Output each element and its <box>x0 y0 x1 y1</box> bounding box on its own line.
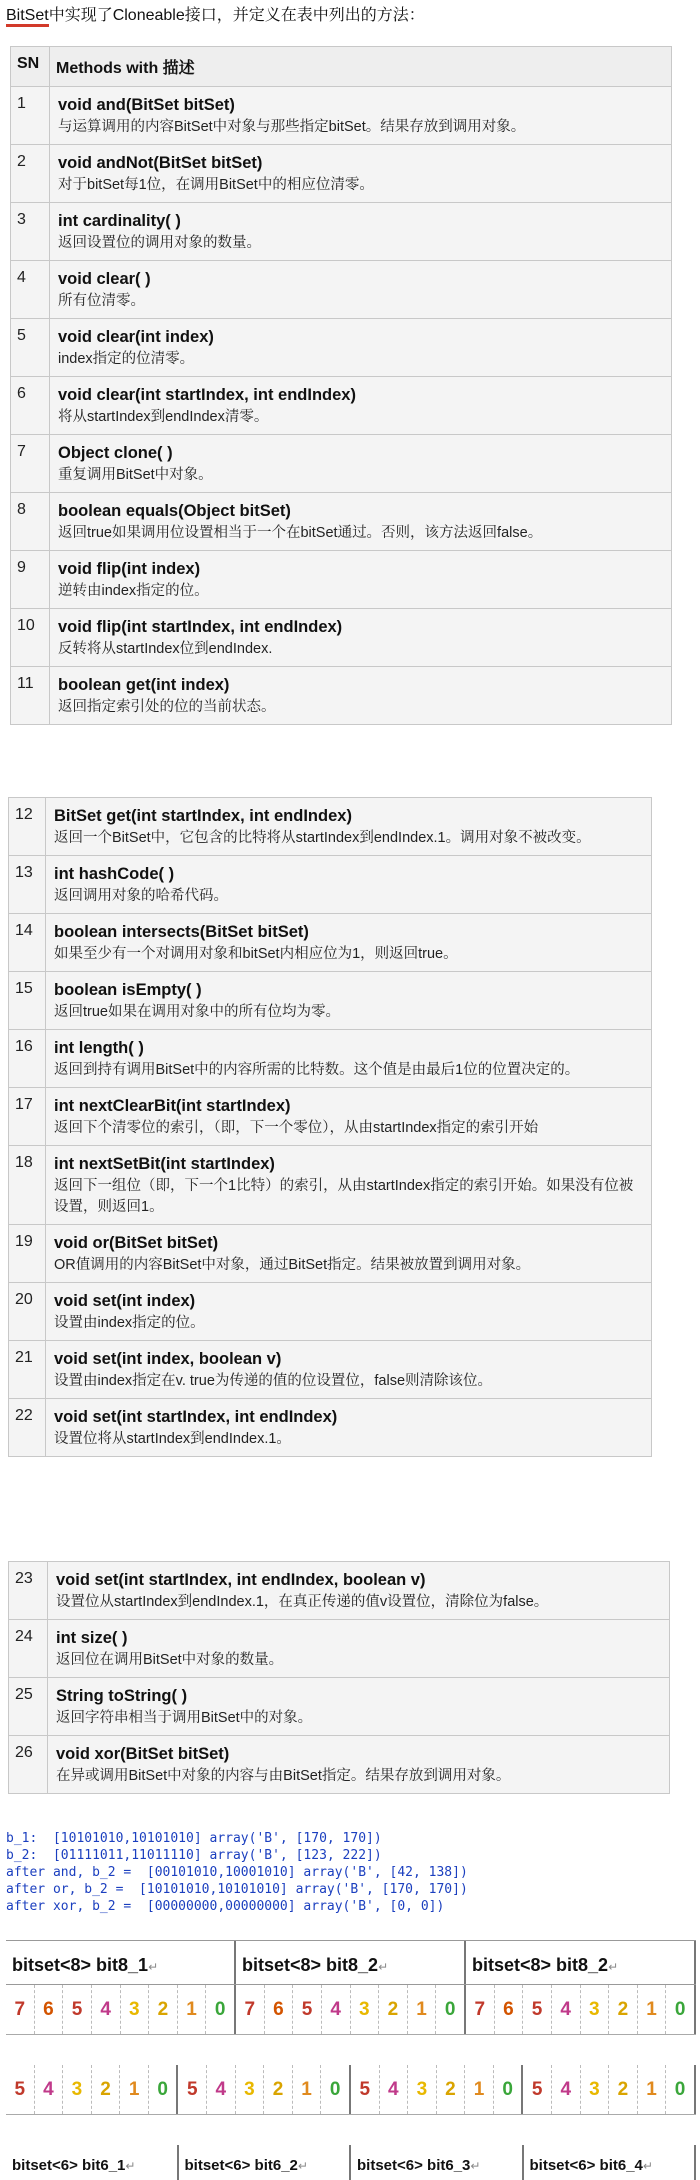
bit-diagram-header-row <box>6 1941 696 1985</box>
row-number: 3 <box>11 203 50 261</box>
method-description: 返回下一组位（即，下一个1比特）的索引，从由startIndex指定的索引开始。如果没有位被设置，则返回1。 <box>54 1178 634 1215</box>
table-row <box>11 435 672 493</box>
row-number: 12 <box>9 798 46 856</box>
method-signature: void clear(int startIndex, int endIndex) <box>58 386 356 404</box>
bit-index: 2 <box>92 2065 121 2114</box>
bit-index: 2 <box>264 2065 293 2114</box>
method-description: 返回到持有调用BitSet中的内容所需的比特数。这个值是由最后1位的位置决定的。 <box>54 1062 580 1078</box>
code-output <box>6 1830 696 1915</box>
row-number: 17 <box>9 1088 46 1146</box>
intro-text: 中实现了Cloneable接口，并定义在表中列出的方法： <box>48 7 425 24</box>
bit-index: 5 <box>523 1985 552 2034</box>
method-signature: BitSet get(int startIndex, int endIndex) <box>54 807 352 825</box>
bit-index: 2 <box>149 1985 178 2034</box>
method-cell <box>50 319 672 377</box>
code-line: after and, b_2 = [00101010,10001010] array('B', [42, 138]) <box>6 1865 468 1880</box>
method-description: 返回调用对象的哈希代码。 <box>54 888 228 904</box>
code-line: after or, b_2 = [10101010,10101010] array('B', [170, 170]) <box>6 1882 468 1897</box>
bit-index: 6 <box>265 1985 294 2034</box>
table-row <box>11 551 672 609</box>
row-number: 13 <box>9 856 46 914</box>
bitset8-header <box>6 1941 236 1984</box>
methods-table-part-1 <box>10 46 672 725</box>
method-signature: Object clone( ) <box>58 444 173 462</box>
bit-index: 3 <box>121 1985 150 2034</box>
method-cell <box>46 1088 652 1146</box>
table-row <box>9 1678 670 1736</box>
method-signature: void flip(int index) <box>58 560 201 578</box>
bitset6-footer-label: bitset<6> bit6_3 <box>357 2157 471 2174</box>
method-description: 在异或调用BitSet中对象的内容与由BitSet指定。结果存放到调用对象。 <box>56 1768 511 1784</box>
method-cell <box>50 203 672 261</box>
method-description: 设置由index指定在v. true为传递的值的位设置位，false则清除该位。 <box>54 1373 493 1389</box>
bitset6-footer <box>179 2145 352 2180</box>
table-row <box>9 1399 652 1457</box>
bit-index: 3 <box>408 2065 437 2114</box>
method-description: 与运算调用的内容BitSet中对象与那些指定bitSet。结果存放到调用对象。 <box>58 119 526 135</box>
bitset6-footer-label: bitset<6> bit6_1 <box>12 2157 126 2174</box>
method-signature: void set(int startIndex, int endIndex, boolean v) <box>56 1571 426 1589</box>
row-number: 14 <box>9 914 46 972</box>
bit-diagram-footer-row <box>6 2145 696 2180</box>
bit-index: 2 <box>437 2065 466 2114</box>
method-cell <box>50 551 672 609</box>
method-cell <box>50 145 672 203</box>
row-number: 6 <box>11 377 50 435</box>
method-description: 设置由index指定的位。 <box>54 1315 205 1331</box>
table-row <box>9 856 652 914</box>
row-number: 9 <box>11 551 50 609</box>
row-number: 25 <box>9 1678 48 1736</box>
method-signature: int cardinality( ) <box>58 212 181 230</box>
method-signature: void set(int startIndex, int endIndex) <box>54 1408 338 1426</box>
method-signature: void set(int index) <box>54 1292 196 1310</box>
sn-header: SN <box>11 47 50 87</box>
bit-index: 0 <box>494 2065 524 2114</box>
bit-index: 5 <box>523 2065 552 2114</box>
bit-index: 6 <box>495 1985 524 2034</box>
method-signature: void xor(BitSet bitSet) <box>56 1745 230 1763</box>
method-description: 设置位将从startIndex到endIndex.1。 <box>54 1431 291 1447</box>
table-row <box>9 1736 670 1794</box>
method-cell <box>50 435 672 493</box>
method-signature: boolean equals(Object bitSet) <box>58 502 291 520</box>
method-cell <box>50 493 672 551</box>
method-cell <box>46 1399 652 1457</box>
return-arrow-icon: ↵ <box>642 2159 653 2173</box>
bit-index: 2 <box>379 1985 408 2034</box>
row-number: 16 <box>9 1030 46 1088</box>
method-cell <box>46 972 652 1030</box>
method-cell <box>50 377 672 435</box>
method-cell <box>46 798 652 856</box>
method-signature: boolean get(int index) <box>58 676 230 694</box>
method-cell <box>50 87 672 145</box>
row-number: 4 <box>11 261 50 319</box>
table-row <box>9 1620 670 1678</box>
bit-index: 0 <box>206 1985 236 2034</box>
method-description: 反转将从startIndex位到endIndex. <box>58 641 273 657</box>
row-number: 19 <box>9 1225 46 1283</box>
method-signature: int length( ) <box>54 1039 144 1057</box>
row-number: 2 <box>11 145 50 203</box>
methods-table-part-3 <box>8 1561 670 1794</box>
bit-index: 0 <box>666 1985 696 2034</box>
table-row <box>9 914 652 972</box>
method-cell <box>50 667 672 725</box>
method-description: 返回指定索引处的位的当前状态。 <box>58 699 276 715</box>
bit-index: 1 <box>465 2065 494 2114</box>
bit-index: 1 <box>638 1985 667 2034</box>
method-description: 逆转由index指定的位。 <box>58 583 209 599</box>
method-cell <box>48 1736 670 1794</box>
method-cell <box>50 261 672 319</box>
bit-row-8bit <box>6 1985 696 2035</box>
bit-index: 2 <box>609 2065 638 2114</box>
bitset8-header-label: bitset<8> bit8_1 <box>12 1955 149 1975</box>
row-number: 21 <box>9 1341 46 1399</box>
row-number: 24 <box>9 1620 48 1678</box>
bit-index: 4 <box>322 1985 351 2034</box>
method-description: 返回一个BitSet中，它包含的比特将从startIndex到endIndex.1。调用对象不被改变。 <box>54 830 591 846</box>
bit-index: 1 <box>408 1985 437 2034</box>
bit-index: 7 <box>6 1985 35 2034</box>
return-arrow-icon: ↵ <box>470 2159 481 2173</box>
bit-row-6bit <box>6 2065 696 2115</box>
bitset6-footer-label: bitset<6> bit6_4 <box>529 2157 643 2174</box>
bit-index: 4 <box>92 1985 121 2034</box>
bit-index: 4 <box>552 2065 581 2114</box>
bitset6-footer-label: bitset<6> bit6_2 <box>184 2157 298 2174</box>
return-arrow-icon: ↵ <box>125 2159 136 2173</box>
row-number: 8 <box>11 493 50 551</box>
return-arrow-icon: ↵ <box>378 1960 389 1974</box>
code-line: after xor, b_2 = [00000000,00000000] array('B', [0, 0]) <box>6 1899 445 1914</box>
bit-index: 5 <box>178 2065 207 2114</box>
method-cell <box>48 1562 670 1620</box>
table-row <box>11 319 672 377</box>
method-description: OR值调用的内容BitSet中对象，通过BitSet指定。结果被放置到调用对象。 <box>54 1257 531 1273</box>
table-row <box>11 145 672 203</box>
method-cell <box>50 609 672 667</box>
method-description: 返回下个清零位的索引，（即，下一个零位），从由startIndex指定的索引开始 <box>54 1120 539 1136</box>
method-signature: String toString( ) <box>56 1687 188 1705</box>
method-description: 返回位在调用BitSet中对象的数量。 <box>56 1652 284 1668</box>
intro-line <box>6 4 696 28</box>
code-line: b_2: [01111011,11011110] array('B', [123, 222]) <box>6 1848 382 1863</box>
method-description: 对于bitSet每1位，在调用BitSet中的相应位清零。 <box>58 177 374 193</box>
method-description: 返回设置位的调用对象的数量。 <box>58 235 261 251</box>
bit-index: 0 <box>149 2065 179 2114</box>
bitset-link[interactable]: BitSet <box>6 7 49 24</box>
bitset6-footer <box>6 2145 179 2180</box>
bitset8-header <box>466 1941 696 1984</box>
row-number: 1 <box>11 87 50 145</box>
bit-index: 5 <box>63 1985 92 2034</box>
row-number: 26 <box>9 1736 48 1794</box>
row-number: 22 <box>9 1399 46 1457</box>
method-signature: int nextClearBit(int startIndex) <box>54 1097 291 1115</box>
bit-index: 6 <box>35 1985 64 2034</box>
method-description: 返回true如果调用位设置相当于一个在bitSet通过。否则，该方法返回false。 <box>58 525 543 541</box>
method-cell <box>46 1030 652 1088</box>
bit-index: 7 <box>466 1985 495 2034</box>
row-number: 20 <box>9 1283 46 1341</box>
method-description: 设置位从startIndex到endIndex.1，在真正传递的值v设置位，清除位为false。 <box>56 1594 549 1610</box>
table-row <box>9 798 652 856</box>
bitset8-header-label: bitset<8> bit8_2 <box>242 1955 379 1975</box>
bitset6-footer <box>524 2145 697 2180</box>
row-number: 11 <box>11 667 50 725</box>
row-number: 23 <box>9 1562 48 1620</box>
method-description: index指定的位清零。 <box>58 351 195 367</box>
table-row <box>9 1030 652 1088</box>
method-description: 如果至少有一个对调用对象和bitSet内相应位为1，则返回true。 <box>54 946 458 962</box>
return-arrow-icon: ↵ <box>608 1960 619 1974</box>
method-signature: void set(int index, boolean v) <box>54 1350 282 1368</box>
bitset8-header-label: bitset<8> bit8_2 <box>472 1955 609 1975</box>
bit-index: 3 <box>581 2065 610 2114</box>
return-arrow-icon: ↵ <box>148 1960 159 1974</box>
bit-index: 1 <box>178 1985 207 2034</box>
method-description: 重复调用BitSet中对象。 <box>58 467 213 483</box>
return-arrow-icon: ↵ <box>297 2159 308 2173</box>
row-number: 18 <box>9 1146 46 1225</box>
table-row <box>11 261 672 319</box>
method-signature: int size( ) <box>56 1629 128 1647</box>
bit-index: 3 <box>351 1985 380 2034</box>
bit-index: 1 <box>293 2065 322 2114</box>
method-cell <box>46 1283 652 1341</box>
table-row <box>9 1341 652 1399</box>
methods-header: Methods with 描述 <box>50 47 672 87</box>
table-row <box>9 1562 670 1620</box>
method-description: 将从startIndex到endIndex清零。 <box>58 409 269 425</box>
method-cell <box>46 1146 652 1225</box>
bit-index: 5 <box>351 2065 380 2114</box>
method-signature: int hashCode( ) <box>54 865 175 883</box>
method-cell <box>46 1225 652 1283</box>
bit-index: 1 <box>120 2065 149 2114</box>
method-cell <box>46 1341 652 1399</box>
method-description: 返回true如果在调用对象中的所有位均为零。 <box>54 1004 340 1020</box>
table-row <box>9 972 652 1030</box>
method-signature: void and(BitSet bitSet) <box>58 96 235 114</box>
method-signature: void flip(int startIndex, int endIndex) <box>58 618 343 636</box>
bit-index: 3 <box>236 2065 265 2114</box>
bit-index: 4 <box>207 2065 236 2114</box>
bit-index: 2 <box>609 1985 638 2034</box>
bit-index: 4 <box>552 1985 581 2034</box>
bit-index: 0 <box>436 1985 466 2034</box>
row-number: 7 <box>11 435 50 493</box>
method-cell <box>48 1678 670 1736</box>
table-row <box>9 1283 652 1341</box>
bit-index: 3 <box>581 1985 610 2034</box>
code-line: b_1: [10101010,10101010] array('B', [170, 170]) <box>6 1831 382 1846</box>
method-signature: boolean isEmpty( ) <box>54 981 202 999</box>
method-cell <box>48 1620 670 1678</box>
bit-index: 0 <box>321 2065 351 2114</box>
table-row <box>9 1146 652 1225</box>
method-description: 返回字符串相当于调用BitSet中的对象。 <box>56 1710 313 1726</box>
method-signature: void clear( ) <box>58 270 151 288</box>
method-signature: void or(BitSet bitSet) <box>54 1234 219 1252</box>
bit-index: 5 <box>293 1985 322 2034</box>
methods-table-part-2 <box>8 797 652 1457</box>
method-signature: boolean intersects(BitSet bitSet) <box>54 923 309 941</box>
table-row <box>9 1225 652 1283</box>
table-row <box>11 667 672 725</box>
bit-index: 0 <box>666 2065 696 2114</box>
bit-index: 4 <box>380 2065 409 2114</box>
table-row <box>11 377 672 435</box>
bit-index: 3 <box>63 2065 92 2114</box>
table-row <box>11 609 672 667</box>
bit-index: 5 <box>6 2065 35 2114</box>
table-row <box>11 493 672 551</box>
bit-index: 1 <box>638 2065 667 2114</box>
bit-index: 4 <box>35 2065 64 2114</box>
row-number: 5 <box>11 319 50 377</box>
bitset6-footer <box>351 2145 524 2180</box>
bitset8-header <box>236 1941 466 1984</box>
table-row <box>11 87 672 145</box>
method-signature: int nextSetBit(int startIndex) <box>54 1155 275 1173</box>
method-cell <box>46 914 652 972</box>
bit-diagram <box>6 1940 696 2180</box>
method-cell <box>46 856 652 914</box>
table-row <box>9 1088 652 1146</box>
table-row <box>11 203 672 261</box>
row-number: 15 <box>9 972 46 1030</box>
method-signature: void andNot(BitSet bitSet) <box>58 154 263 172</box>
method-signature: void clear(int index) <box>58 328 214 346</box>
row-number: 10 <box>11 609 50 667</box>
method-description: 所有位清零。 <box>58 293 145 309</box>
bit-index: 7 <box>236 1985 265 2034</box>
